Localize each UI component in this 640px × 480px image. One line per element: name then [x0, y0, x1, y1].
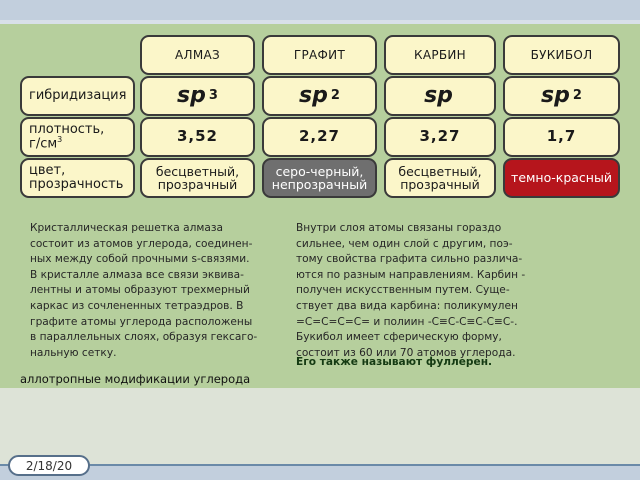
left-line-2: состоит из атомов углерода, соединен-	[30, 237, 253, 250]
left-line-8: в параллельных слоях, образуя гексаго-	[30, 331, 258, 344]
density-carbyne: 3,27	[384, 117, 496, 157]
right-line-9: состоит из 60 или 70 атомов углерода.	[296, 346, 516, 359]
color-carbyne-line-1: бесцветный,	[398, 163, 482, 179]
density-graphite: 2,27	[262, 117, 377, 157]
right-line-8: Букибол имеет сферическую форму,	[296, 331, 502, 344]
hybridization-diamond-exponent: 3	[208, 88, 218, 104]
row-label-color	[20, 158, 135, 198]
left-line-5: лентны и атомы образуют трехмерный	[30, 284, 250, 297]
left-line-4: В кристалле алмаза все связи эквива-	[30, 268, 244, 281]
date-indicator: 2/18/20	[8, 455, 90, 476]
hybridization-graphite-exponent: 2	[330, 88, 340, 104]
hybridization-carbyne-base: sp	[424, 83, 453, 109]
left-paragraph	[30, 221, 286, 361]
header-graphite: ГРАФИТ	[262, 35, 377, 75]
density-label-line-1: плотность,	[29, 121, 105, 137]
right-line-2: сильнее, чем один слой с другим, поэ-	[296, 237, 513, 250]
hybridization-buckyball-base: sp	[541, 83, 570, 109]
right-line-1: Внутри слоя атомы связаны гораздо	[296, 222, 502, 234]
left-line-7: графите атомы углерода расположены	[30, 315, 253, 328]
header-carbyne: КАРБИН	[384, 35, 496, 75]
color-graphite	[262, 158, 377, 198]
hybridization-buckyball-exponent: 2	[572, 88, 582, 104]
density-label-exponent: 3	[57, 135, 63, 145]
density-label-unit: г/см	[29, 136, 58, 152]
right-line-7: =C=C=C=C= и полиин -C≡C-C≡C-C≡C-.	[296, 315, 518, 328]
row-label-density	[20, 117, 135, 157]
density-buckyball: 1,7	[503, 117, 620, 157]
header-buckyball: БУКИБОЛ	[503, 35, 620, 75]
color-graphite-line-2: непрозрачный	[271, 177, 368, 192]
color-carbyne	[384, 158, 496, 198]
color-label-line-1: цвет,	[29, 163, 66, 179]
right-line-5: получен искусственным путем. Суще-	[296, 284, 510, 297]
fullerene-note: Его также называют фуллерен.	[296, 356, 493, 368]
right-paragraph	[296, 221, 552, 361]
hybridization-graphite-base: sp	[299, 83, 328, 109]
color-diamond	[140, 158, 255, 198]
left-line-3: ных между собой прочными s-связями.	[30, 253, 250, 266]
hybridization-diamond	[140, 76, 255, 116]
slide-caption: аллотропные модификации углерода	[20, 372, 251, 386]
color-label-line-2: прозрачность	[29, 177, 124, 192]
right-line-3: тому свойства графита сильно различа-	[296, 253, 523, 266]
density-diamond: 3,52	[140, 117, 255, 157]
right-line-4: ются по разным направлениям. Карбин -	[296, 268, 526, 281]
left-line-6: каркас из сочлененных тетраэдров. В	[30, 299, 244, 312]
color-buckyball-line-1: темно-красный	[511, 170, 612, 186]
bottom-band	[0, 466, 640, 480]
top-band	[0, 0, 640, 20]
left-line-9: нальную сетку.	[30, 346, 117, 359]
color-carbyne-line-2: прозрачный	[400, 177, 480, 192]
left-line-1: Кристаллическая решетка алмаза	[30, 222, 224, 234]
color-graphite-line-1: серо-черный,	[275, 163, 364, 179]
hybridization-carbyne	[384, 76, 496, 116]
hybridization-graphite	[262, 76, 377, 116]
right-line-6: ствует два вида карбина: поликумулен	[296, 299, 518, 312]
color-buckyball	[503, 158, 620, 198]
color-diamond-line-1: бесцветный,	[155, 163, 240, 179]
hybridization-buckyball	[503, 76, 620, 116]
row-label-hybridization: гибридизация	[20, 76, 135, 116]
hybridization-diamond-base: sp	[177, 83, 206, 109]
header-diamond: АЛМАЗ	[140, 35, 255, 75]
color-diamond-line-2: прозрачный	[157, 177, 238, 192]
